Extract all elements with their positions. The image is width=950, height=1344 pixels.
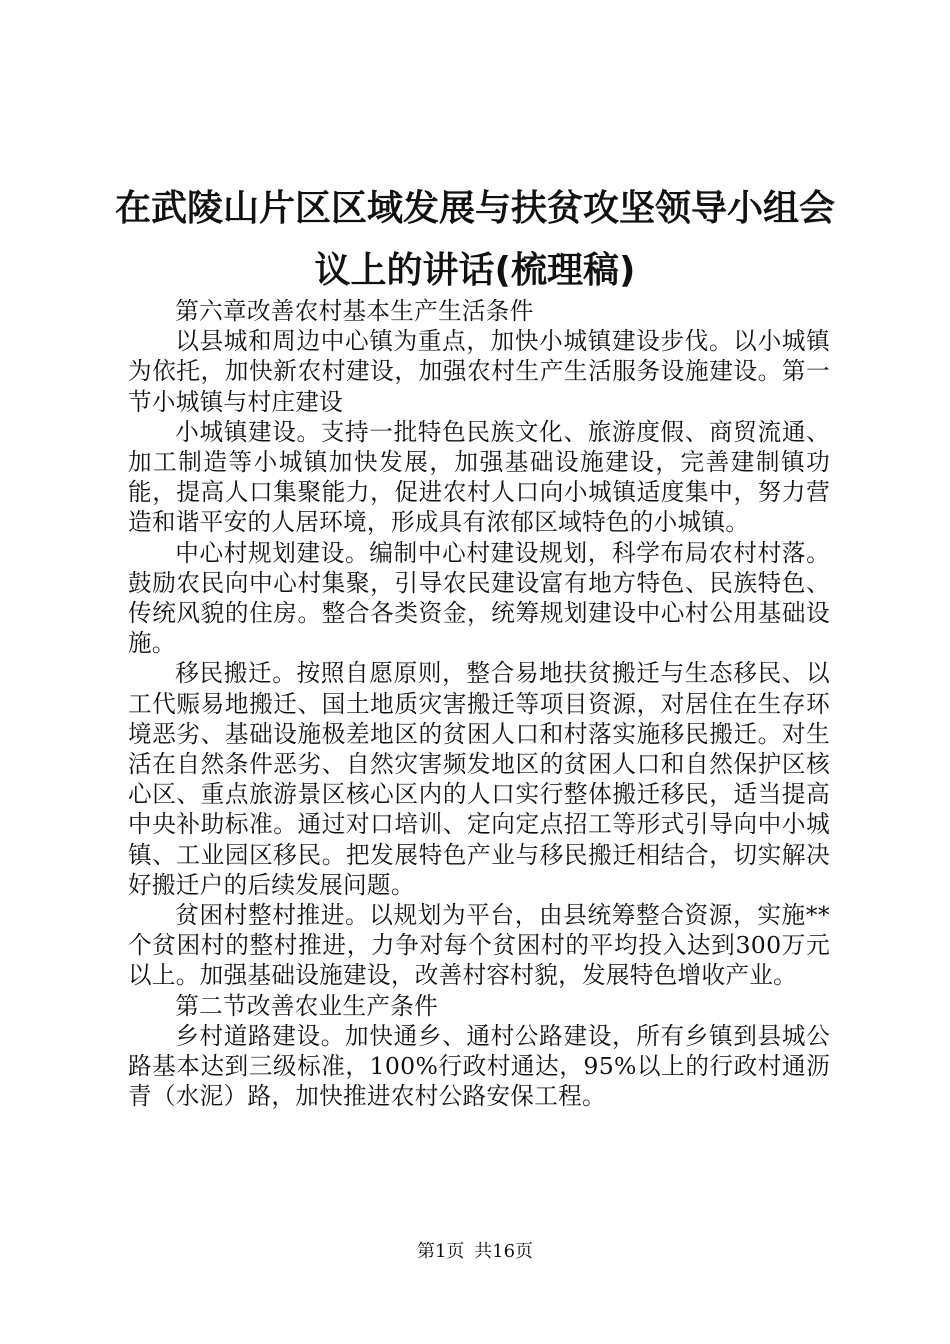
- document-title: [110, 178, 840, 302]
- page-footer: [0, 1240, 950, 1264]
- body-paragraph: 乡村道路建设。加快通乡、通村公路建设，所有乡镇到县城公路基本达到三级标准，100%行政村通达，95%以上的行政村通沥青（水泥）路，加快推进农村公路安保工程。: [128, 1021, 830, 1111]
- page-number: 第1页: [416, 1241, 465, 1262]
- body-paragraph: 小城镇建设。支持一批特色民族文化、旅游度假、商贸流通、加工制造等小城镇加快发展，加强基础设施建设，完善建制镇功能，提高人口集聚能力，促进农村人口向小城镇适度集中，努力营造和谐平安的人居环境，形成具有浓郁区域特色的小城镇。: [128, 417, 830, 537]
- page-total: 共16页: [474, 1241, 534, 1262]
- chapter-heading: 第六章改善农村基本生产生活条件: [175, 297, 534, 325]
- title-line-2: 议上的讲话(梳理稿): [314, 250, 636, 291]
- body-paragraph: 贫困村整村推进。以规划为平台，由县统筹整合资源，实施**个贫困村的整村推进，力争对每个贫困村的平均投入达到300万元以上。加强基础设施建设，改善村容村貌，发展特色增收产业。: [128, 901, 830, 990]
- title-line-1: 在武陵山片区区域发展与扶贫攻坚领导小组会: [114, 188, 835, 229]
- body-paragraph: 中心村规划建设。编制中心村建设规划，科学布局农村村落。鼓励农民向中心村集聚，引导农民建设富有地方特色、民族特色、传统风貌的住房。整合各类资金，统筹规划建设中心村公用基础设施。: [128, 538, 830, 658]
- section-heading: 第二节改善农业生产条件: [175, 991, 439, 1020]
- body-paragraph: 以县城和周边中心镇为重点，加快小城镇建设步伐。以小城镇为依托，加快新农村建设，加强农村生产生活服务设施建设。第一节小城镇与村庄建设: [128, 327, 830, 416]
- document-body: [128, 296, 830, 1111]
- body-paragraph: 移民搬迁。按照自愿原则，整合易地扶贫搬迁与生态移民、以工代赈易地搬迁、国土地质灾害搬迁等项目资源，对居住在生存环境恶劣、基础设施极差地区的贫困人口和村落实施移民搬迁。对生活在自然条件恶劣、自然灾害频发地区的贫困人口和自然保护区核心区、重点旅游景区核心区内的人口实行整体搬迁移民，适当提高中央补助标准。通过对口培训、定向定点招工等形式引导向中小城镇、工业园区移民。把发展特色产业与移民搬迁相结合，切实解决好搬迁户的后续发展问题。: [128, 659, 830, 899]
